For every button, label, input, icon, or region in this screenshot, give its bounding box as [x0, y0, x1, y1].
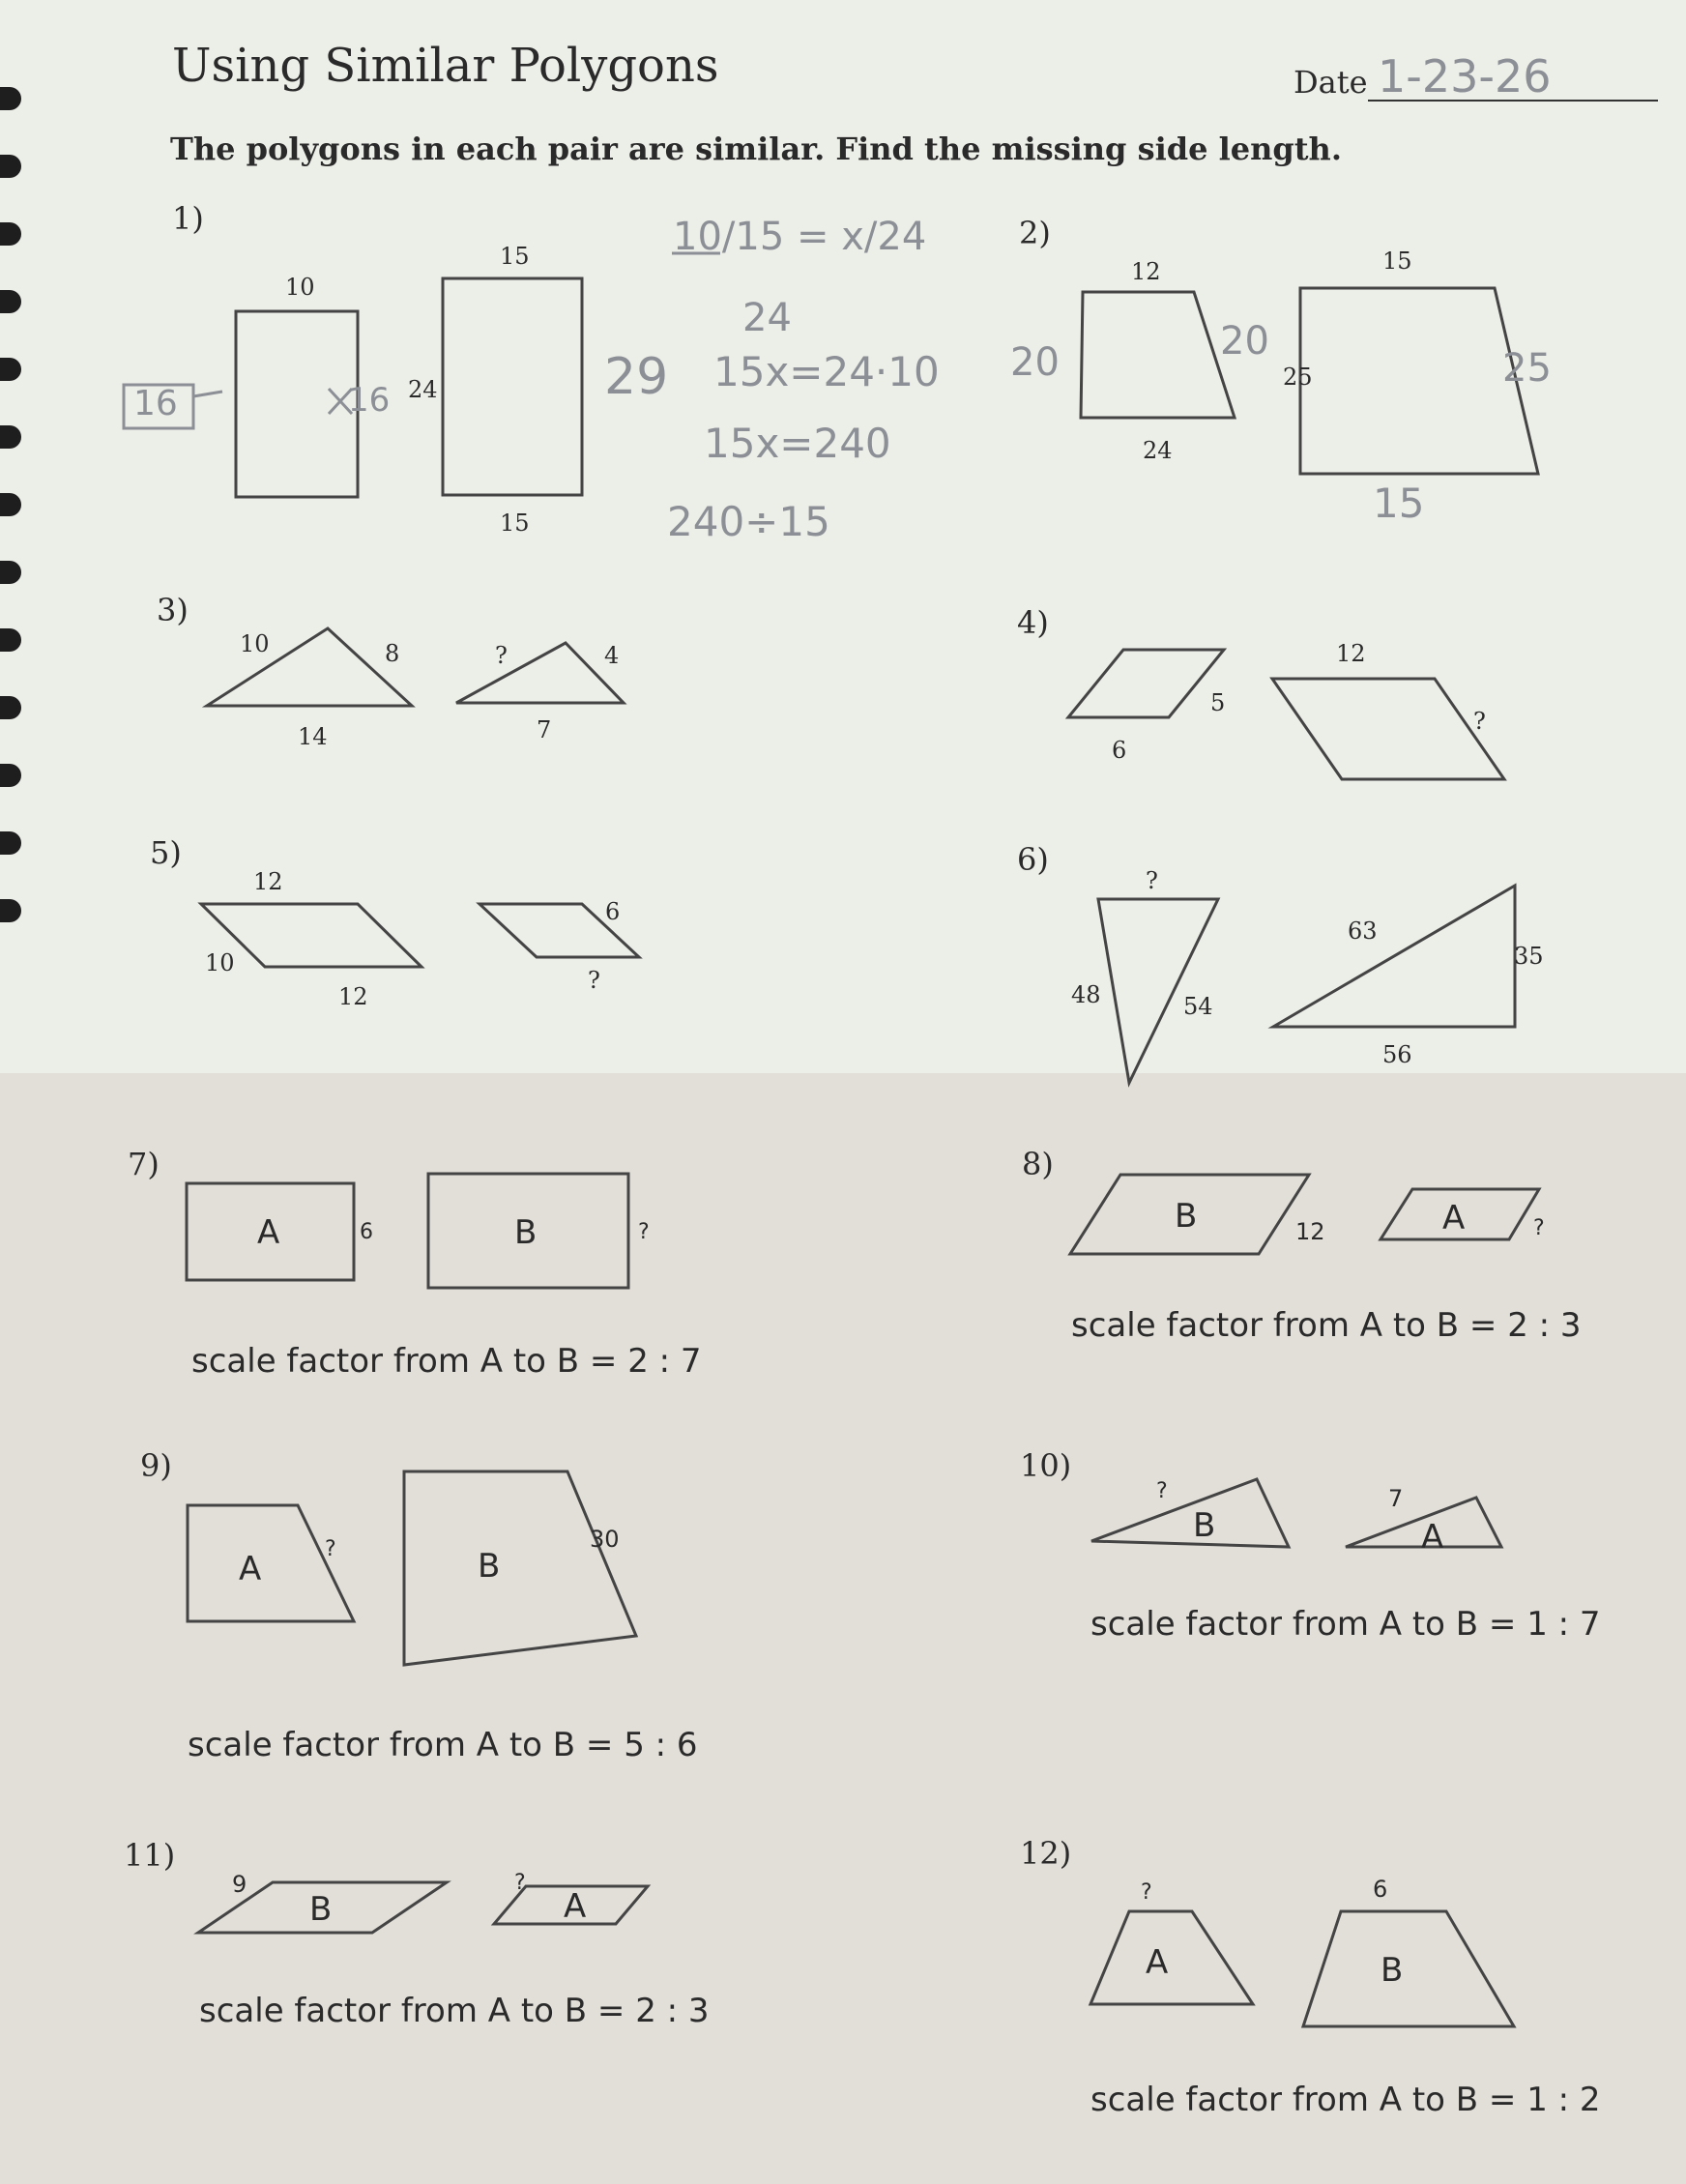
scale-factor-text: scale factor from A to B = 2 : 7	[191, 1342, 702, 1381]
side-label: 6	[605, 898, 621, 925]
p1-boxed-answer-value: 16	[133, 384, 178, 423]
p6-right-triangle	[1273, 886, 1515, 1027]
p2-small-trapezoid	[1081, 292, 1235, 418]
p1-work-step3: 240÷15	[667, 498, 830, 545]
p1-work-step1: 15x=24·10	[713, 348, 940, 395]
p4-small-parallelogram	[1068, 650, 1224, 717]
side-label: 4	[604, 642, 620, 669]
side-label: 24	[1143, 437, 1173, 464]
side-label: 35	[1514, 943, 1544, 970]
shape-letter: B	[478, 1547, 501, 1586]
side-label: 15	[500, 243, 530, 270]
side-label: ?	[638, 1220, 650, 1244]
side-label: 56	[1382, 1041, 1412, 1068]
p9-quad-b	[404, 1471, 636, 1665]
p1-large-rectangle	[443, 278, 582, 495]
date-value: 1-23-26	[1378, 50, 1552, 102]
p2-work-side: 25	[1502, 346, 1552, 391]
problem-12-number: 12)	[1020, 1835, 1072, 1872]
problem-1-number: 1)	[172, 200, 204, 237]
side-label: 7	[537, 716, 552, 743]
p10-triangle-b	[1091, 1479, 1289, 1547]
side-label: 10	[285, 274, 315, 301]
p1-work-ratio: 10/15 = x/24	[673, 215, 927, 259]
side-label: 8	[385, 640, 400, 667]
side-label: 7	[1388, 1485, 1404, 1512]
p6-tall-triangle	[1098, 899, 1218, 1083]
side-label: 9	[232, 1871, 247, 1898]
problem-4-number: 4)	[1017, 604, 1049, 641]
side-label: 48	[1071, 981, 1101, 1008]
side-label: 30	[590, 1526, 620, 1553]
side-label: ?	[1141, 1880, 1152, 1905]
shape-letter: A	[564, 1887, 587, 1926]
problem-9-number: 9)	[140, 1447, 172, 1484]
shape-letter: A	[239, 1550, 262, 1588]
problem-10-number: 10)	[1020, 1447, 1072, 1484]
problem-5-number: 5)	[150, 834, 182, 871]
p3-large-triangle	[207, 628, 412, 706]
side-label: 6	[1112, 737, 1127, 764]
side-label: ?	[1156, 1479, 1168, 1503]
side-label: 10	[205, 949, 235, 976]
p2-work-bottom: 15	[1373, 480, 1425, 527]
side-label: ?	[1533, 1216, 1545, 1240]
p1-work-step2: 15x=240	[704, 420, 891, 467]
side-label: 24	[408, 376, 438, 403]
side-label: 12	[1131, 258, 1161, 285]
scale-factor-text: scale factor from A to B = 5 : 6	[188, 1726, 698, 1764]
problem-6-number: 6)	[1017, 841, 1049, 878]
scale-factor-text: scale factor from A to B = 1 : 2	[1090, 2081, 1601, 2119]
side-label: 15	[1382, 248, 1412, 275]
p9-quad-a	[188, 1505, 354, 1621]
shape-letter: A	[1421, 1518, 1444, 1557]
problem-7-number: 7)	[128, 1146, 160, 1182]
instructions: The polygons in each pair are similar. Find the missing side length.	[170, 131, 1342, 167]
side-label: 25	[1283, 364, 1313, 391]
side-label: ?	[1473, 708, 1486, 735]
side-label: 63	[1348, 917, 1378, 945]
shape-letter: B	[514, 1213, 538, 1252]
worksheet-title: Using Similar Polygons	[172, 39, 719, 93]
shape-letter: A	[1442, 1199, 1466, 1238]
side-label: 5	[1210, 689, 1226, 716]
scale-factor-text: scale factor from A to B = 1 : 7	[1090, 1605, 1601, 1644]
scale-factor-text: scale factor from A to B = 2 : 3	[1071, 1306, 1582, 1345]
side-label: ?	[325, 1537, 336, 1561]
side-label: 12	[253, 868, 283, 895]
shape-letter: B	[1193, 1506, 1216, 1545]
side-label: 12	[1295, 1218, 1325, 1245]
shape-letter: B	[1381, 1951, 1404, 1990]
shape-letter: A	[1146, 1943, 1169, 1982]
side-label: 54	[1183, 993, 1213, 1020]
problem-11-number: 11)	[124, 1837, 176, 1874]
p12-trapezoid-a	[1090, 1911, 1253, 2004]
side-label: 14	[298, 723, 328, 750]
p1-arrow-line	[193, 392, 222, 396]
side-label: ?	[514, 1871, 526, 1895]
p1-work-cross-value: 24	[742, 296, 792, 340]
p1-side-answer: 16	[348, 381, 391, 420]
p1-margin-number: 29	[604, 348, 669, 406]
side-label: 15	[500, 510, 530, 537]
p12-trapezoid-b	[1303, 1911, 1514, 2026]
p2-work-right: 20	[1220, 319, 1269, 364]
p4-large-parallelogram	[1272, 679, 1504, 779]
side-label: ?	[588, 967, 600, 994]
side-label: ?	[1146, 867, 1158, 894]
problem-2-number: 2)	[1019, 215, 1051, 251]
side-label: 10	[240, 630, 270, 657]
shape-letter: A	[257, 1213, 280, 1252]
side-label: 12	[338, 983, 368, 1010]
side-label: ?	[495, 642, 508, 669]
p2-work-left: 20	[1010, 340, 1060, 385]
side-label: 12	[1336, 640, 1366, 667]
problem-3-number: 3)	[157, 592, 189, 628]
side-label: 6	[1373, 1876, 1388, 1903]
shape-letter: B	[1175, 1197, 1198, 1236]
problem-8-number: 8)	[1022, 1146, 1054, 1182]
shape-letter: B	[309, 1890, 333, 1929]
date-label: Date	[1294, 64, 1368, 101]
scale-factor-text: scale factor from A to B = 2 : 3	[199, 1992, 710, 2030]
p3-small-triangle	[456, 643, 624, 703]
side-label: 6	[360, 1220, 373, 1244]
